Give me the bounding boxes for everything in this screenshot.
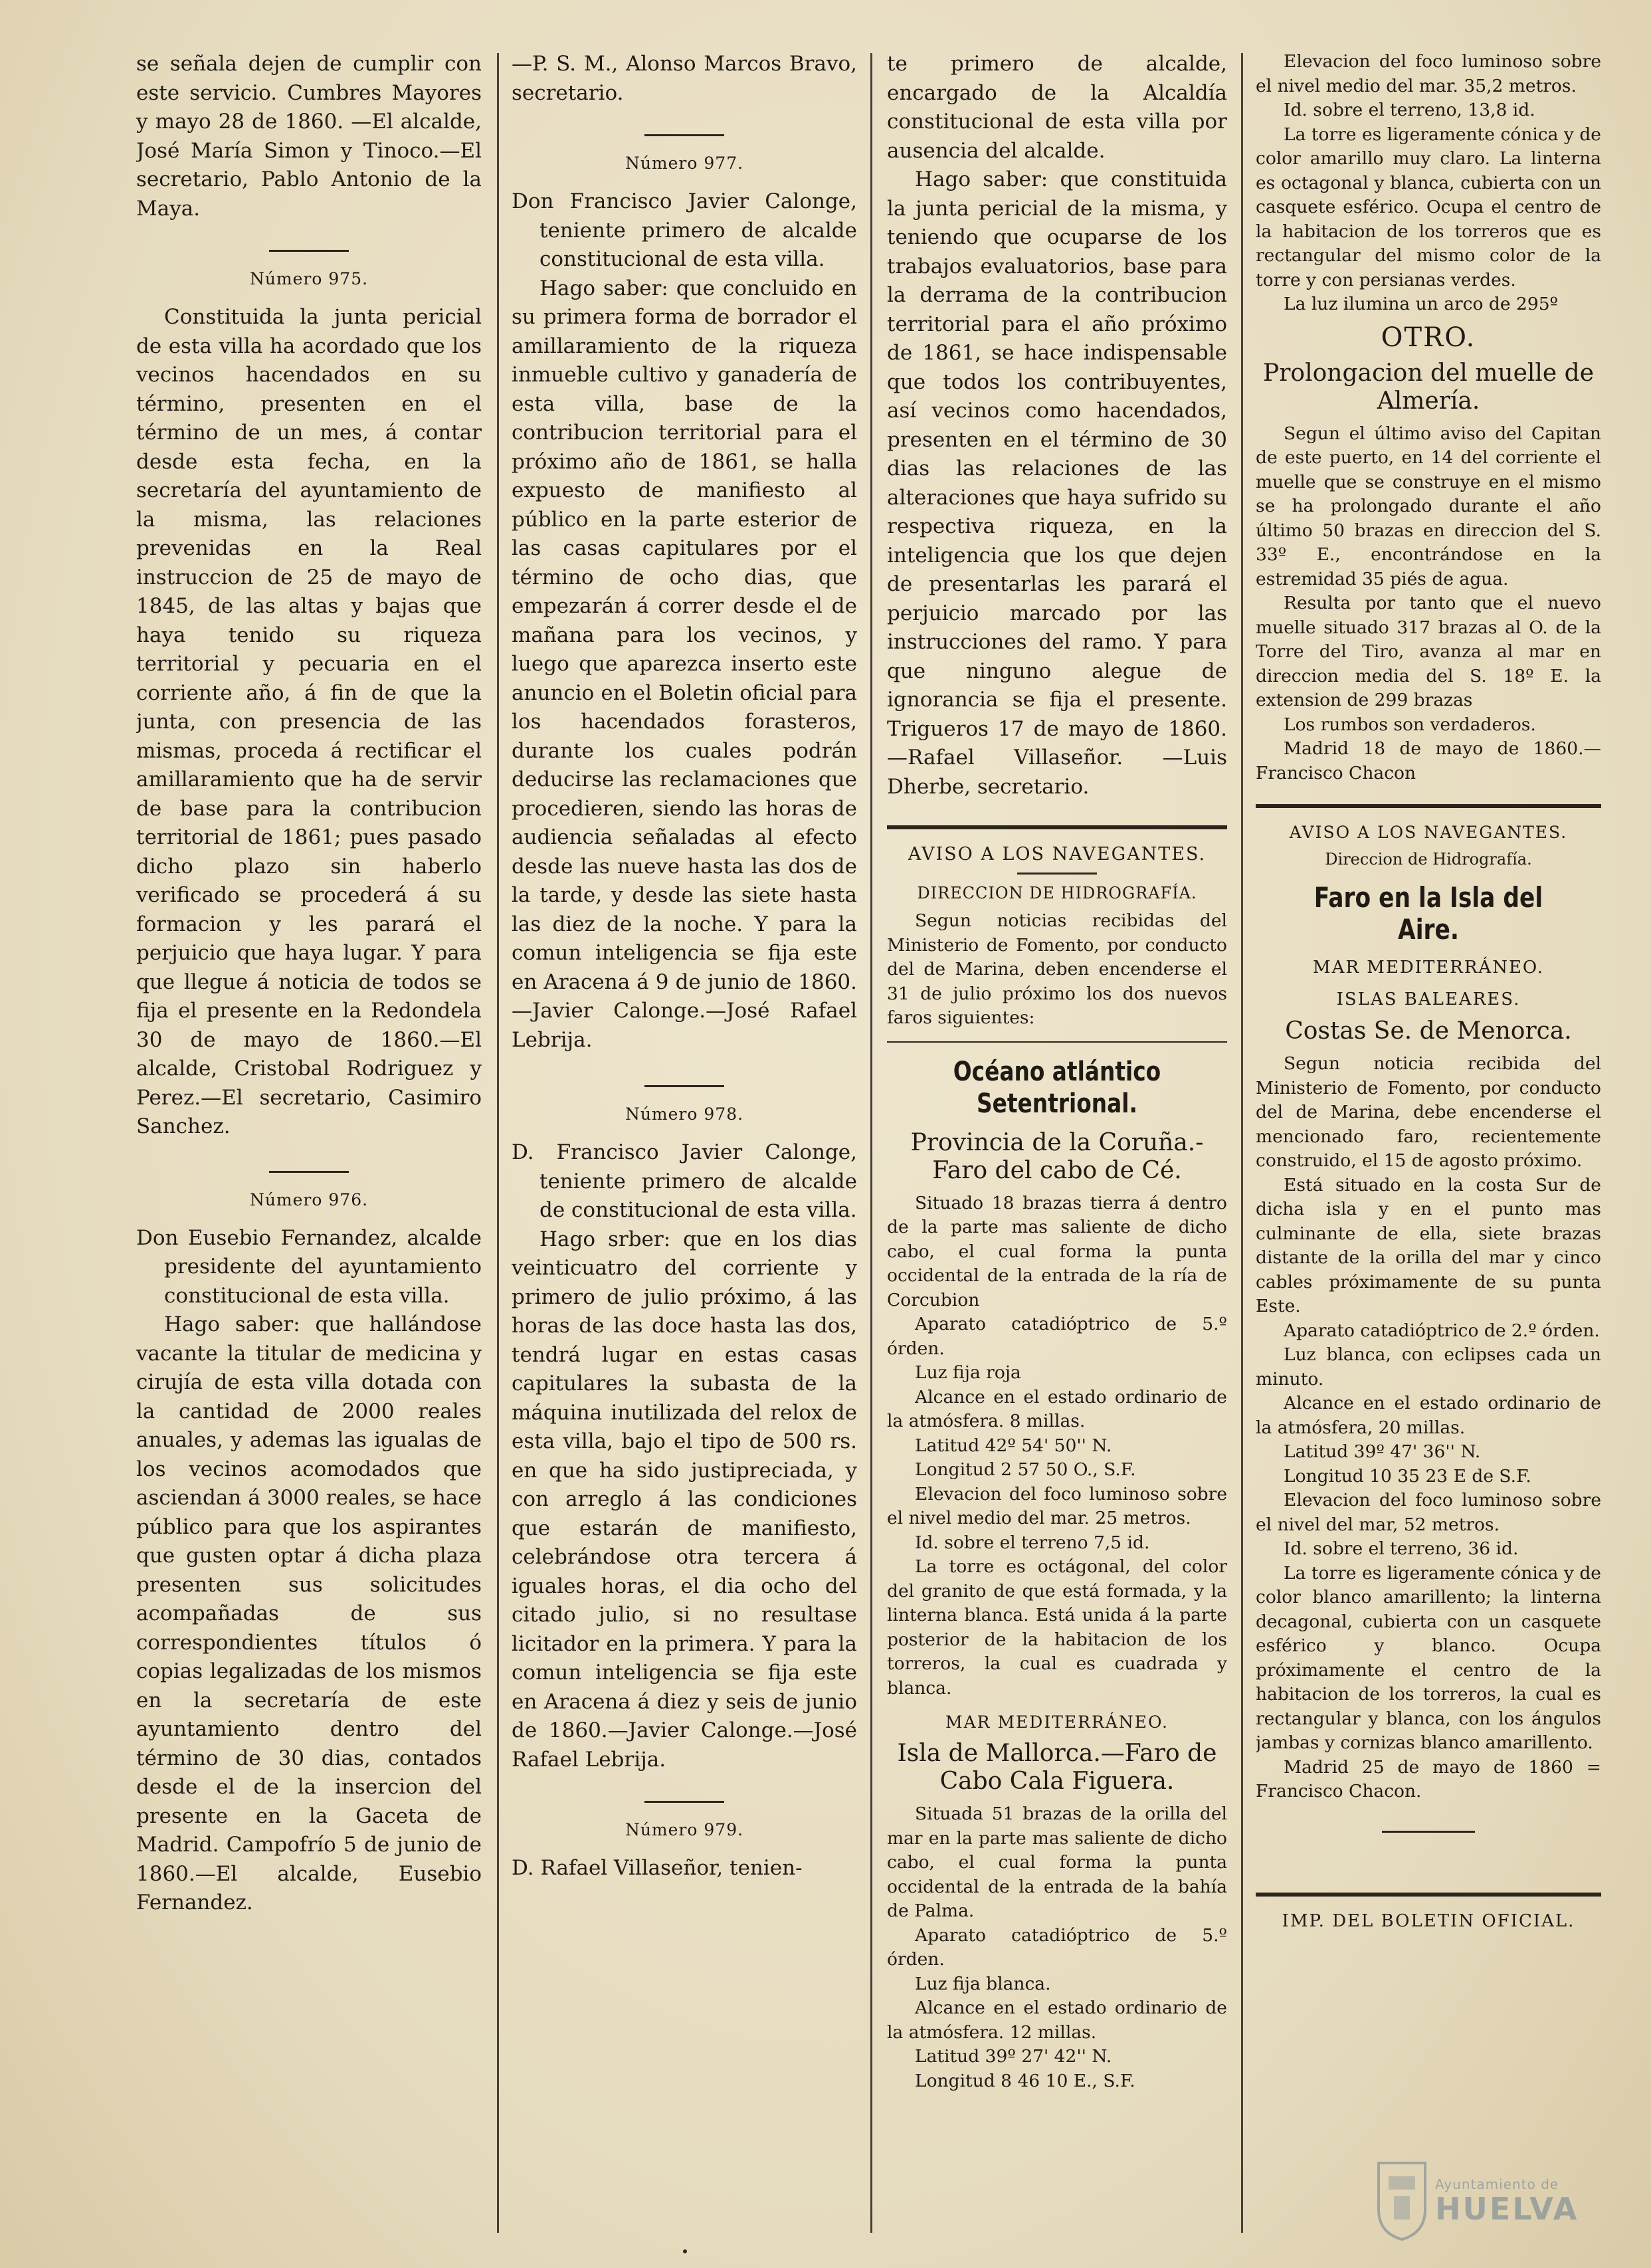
paragraph: Hago saber: que hallándose vacante la titular de medicina y cirujía de esta villa dotada con la cantidad de 2000 reales anuales, y ademas las igualas de los vecinos acomodados que asciendan á 3000 reales, se hace público para que los aspirantes que gusten optar á dicha plaza presenten sus solicitudes acompañadas de sus correspondientes títulos ó copias legalizadas de los mismos en la secretaría de este ayuntamiento dentro del término de 30 dias, contados desde el de la insercion del presente en la Gaceta de Madrid. Campofrío 5 de junio de 1860.—El alcalde, Eusebio Fernandez. bbox=[136, 1312, 482, 1914]
paragraph: Latitud 39º 47' 36'' N. bbox=[1284, 1441, 1481, 1462]
paragraph: Situada 51 brazas de la orilla del mar en la parte mas saliente de dicho cabo, el cual forma la punta occidental de la entrada de la bahía de Palma. bbox=[887, 1804, 1227, 1921]
paragraph: Id. sobre el terreno, 13,8 id. bbox=[1284, 100, 1535, 120]
notice-number: Número 979. bbox=[625, 1820, 744, 1839]
separator bbox=[1017, 873, 1097, 875]
lighthouse-heading: Isla de Mallorca.—Faro de Cabo Cala Figuera. bbox=[897, 1740, 1217, 1795]
paragraph: Madrid 25 de mayo de 1860 = Francisco Chacon. bbox=[1256, 1756, 1601, 1802]
column-3 bbox=[887, 50, 1227, 2243]
paragraph: Situado 18 brazas tierra á dentro de la parte mas saliente de dicho cabo, el cual forma la punta occidental de la entrada de la ría de Corcubion bbox=[887, 1192, 1227, 1310]
paragraph: Luz blanca, con eclipses cada un minuto. bbox=[1256, 1344, 1601, 1390]
paragraph: Elevacion del foco luminoso sobre el nivel medio del mar. 35,2 metros. bbox=[1256, 51, 1601, 96]
paragraph: Alcance en el estado ordinario de la atmósfera. 8 millas. bbox=[887, 1386, 1227, 1431]
watermark-line2: HUELVA bbox=[1435, 2191, 1579, 2227]
paragraph: Longitud 10 35 23 E de S.F. bbox=[1284, 1465, 1531, 1487]
separator bbox=[644, 1085, 724, 1087]
column-2 bbox=[512, 50, 857, 2243]
paragraph: Luz fija blanca. bbox=[915, 1973, 1051, 1994]
watermark-line1: Ayuntamiento de bbox=[1435, 2176, 1559, 2192]
column-rule bbox=[497, 53, 499, 2233]
paragraph: Los rumbos son verdaderos. bbox=[1284, 714, 1536, 735]
lighthouse-heading: Provincia de la Coruña.-Faro del cabo de Cé. bbox=[910, 1128, 1204, 1184]
paragraph: Aparato catadióptrico de 5.º órden. bbox=[887, 1314, 1227, 1359]
paragraph: Id. sobre el terreno, 36 id. bbox=[1284, 1538, 1519, 1559]
paragraph: Longitud 8 46 10 E., S.F. bbox=[915, 2070, 1135, 2091]
page-dot bbox=[683, 2249, 687, 2253]
paragraph: Longitud 2 57 50 O., S.F. bbox=[915, 1459, 1136, 1480]
shield-icon bbox=[1375, 2156, 1428, 2243]
sea-heading: MAR MEDITERRÁNEO. bbox=[945, 1712, 1169, 1732]
paragraph: Hago saber: que concluido en su primera forma de borrador el amillaramiento de la riqueza inmueble cultivo y ganadería de esta villa, base de la contribucion territorial para el próximo año de 1861, se halla expuesto de manifiesto al público en la parte esterior de las casas capitulares por el término de ocho dias, que empezarán á correr desde el de mañana para los vecinos, y luego que aparezca inserto este anuncio en el Boletin oficial para los hacendados forasteros, durante los cuales podrán deducirse las reclamaciones que procedieren, siendo las horas de audiencia señaladas al efecto desde las nueve hasta las dos de la tarde, y desde las siete hasta las diez de la noche. Y para la comun inteligencia se fija este en Aracena á 9 de junio de 1860.—Javier Calonge.—José Rafael Lebrija. bbox=[512, 276, 857, 1052]
separator bbox=[269, 250, 349, 252]
column-rule bbox=[870, 53, 872, 2233]
separator bbox=[1382, 1831, 1475, 1833]
paragraph: Segun noticias recibidas del Ministerio de Fomento, por conducto del de Marina, deben encenderse el 31 de julio próximo los dos nuevos faros siguientes: bbox=[887, 910, 1227, 1028]
paragraph: Don Eusebio Fernandez, alcalde presidente del ayuntamiento constitucional de esta villa. bbox=[136, 1225, 482, 1308]
paragraph: La torre es ligeramente cónica y de color blanco amarillento; la linterna decagonal, cubierta con un casquete esférico y blanco. Ocupa próximamente el centro de la habitacion de los torreros, la cual es rectangular y blanca, con los ángulos jambas y cornizas blanco amarillento. bbox=[1256, 1562, 1601, 1753]
paragraph: Hago srber: que en los dias veinticuatro del corriente y primero de julio próximo, á las horas de las doce hasta las dos, tendrá lugar en estas casas capitulares la subasta de la máquina inutilizada del relox de esta villa, bajo el tipo de 500 rs. en que ha sido justipreciada, y con arreglo á las condiciones que estarán de manifiesto, celebrándose otra tercera á iguales horas, el dia ocho del citado julio, si no resultase licitador en la primera. Y para la comun inteligencia se fija este en Aracena á diez y seis de junio de 1860.—Javier Calonge.—José Rafael Lebrija. bbox=[512, 1227, 857, 1772]
section-rule bbox=[887, 825, 1227, 829]
section-heading: OTRO. bbox=[1381, 322, 1476, 353]
paragraph: Alcance en el estado ordinario de la atmósfera, 20 millas. bbox=[1256, 1393, 1601, 1438]
watermark-logo bbox=[1375, 2156, 1588, 2256]
column-4 bbox=[1256, 50, 1601, 2243]
paragraph: Luz fija roja bbox=[915, 1362, 1021, 1383]
separator bbox=[269, 1171, 349, 1173]
paragraph: Aparato catadióptrico de 2.º órden. bbox=[1284, 1320, 1600, 1341]
notice-number: Número 978. bbox=[625, 1104, 744, 1124]
section-rule bbox=[1256, 804, 1601, 808]
notice-number: Número 977. bbox=[625, 154, 744, 173]
separator bbox=[644, 1801, 724, 1803]
paragraph: —P. S. M., Alonso Marcos Bravo, secretario. bbox=[512, 52, 857, 105]
paragraph: Elevacion del foco luminoso sobre el nivel medio del mar. 25 metros. bbox=[887, 1483, 1227, 1528]
islands-heading: ISLAS BALEARES. bbox=[1336, 989, 1521, 1009]
paragraph: Aparato catadióptrico de 5.º órden. bbox=[887, 1924, 1227, 1970]
paragraph: Madrid 18 de mayo de 1860.— Francisco Chacon bbox=[1256, 738, 1601, 783]
paragraph: D. Rafael Villaseñor, tenien- bbox=[512, 1856, 803, 1880]
notice-number: Número 976. bbox=[249, 1189, 369, 1209]
paragraph: Constituida la junta pericial de esta villa ha acordado que los vecinos hacendados en su término, presenten en el término de un mes, á contar desde esta fecha, en la secretaría del ayuntamiento de la misma, las relaciones prevenidas en la Real instruccion de 25 de mayo de 1845, de las altas y bajas que haya tenido su riqueza territorial y pecuaria en el corriente año, á fin de que la junta, con presencia de las mismas, proceda á rectificar el amillaramiento que ha de servir de base para la contribucion territorial de 1861; pues pasado dicho plazo sin haberlo verificado se procederá á su formacion y les parará el perjuicio que haya lugar. Y para que llegue á noticia de todos se fija el presente en la Redondela 30 de mayo de 1860.—El alcalde, Cristobal Rodriguez y Perez.—El secretario, Casimiro Sanchez. bbox=[136, 305, 482, 1138]
separator bbox=[644, 134, 724, 136]
paragraph: La torre es ligeramente cónica y de color amarillo muy claro. La linterna es octagonal y blanca, cubierta con un casquete esférico. Ocupa el centro de la habitacion de los torreros que es rectangular del mismo color de la torre y con persianas verdes. bbox=[1256, 124, 1601, 290]
paragraph: Alcance en el estado ordinario de la atmósfera. 12 millas. bbox=[887, 1998, 1227, 2043]
paragraph: Latitud 42º 54' 50'' N. bbox=[915, 1435, 1112, 1456]
section-heading: AVISO A LOS NAVEGANTES. bbox=[908, 844, 1207, 865]
paragraph: Elevacion del foco luminoso sobre el nivel del mar, 52 metros. bbox=[1256, 1490, 1601, 1535]
section-subheading: DIRECCION DE HIDROGRAFÍA. bbox=[917, 884, 1197, 902]
paragraph: Segun el último aviso del Capitan de este puerto, en 14 del corriente el muelle que se construye en el mismo se ha prolongado durante el año último 50 brazas en direccion del S. 33º E., encontrándose en la estremidad 35 piés de agua. bbox=[1256, 423, 1601, 589]
paragraph: La torre es octágonal, del color del granito de que está formada, y la linterna blanca. Está unida á la parte posterior de la habitacion de los torreros, la cual es cuadrada y blanca. bbox=[887, 1556, 1227, 1699]
paragraph: D. Francisco Javier Calonge, teniente primero de alcalde de constitucional de esta villa. bbox=[512, 1140, 857, 1222]
paragraph: La luz ilumina un arco de 295º bbox=[1284, 294, 1559, 314]
printer-imprint: IMP. DEL BOLETIN OFICIAL. bbox=[1282, 1910, 1575, 1931]
paragraph: Segun noticia recibida del Ministerio de Fomento, por conducto del de Marina, debe encenderse el mencionado faro, recientemente construido, el 15 de agosto próximo. bbox=[1256, 1053, 1601, 1171]
section-heading: AVISO A LOS NAVEGANTES. bbox=[1289, 823, 1568, 842]
lighthouse-heading: Faro en la Isla del Aire. bbox=[1313, 881, 1543, 946]
paragraph: te primero de alcalde, encargado de la Alcaldía constitucional de esta villa por ausencia del alcalde. bbox=[887, 52, 1227, 163]
paragraph: Resulta por tanto que el nuevo muelle situado 317 brazas al O. de la Torre del Tiro, avanza al mar en direccion media del S. 18º E. la extension de 299 brazas bbox=[1256, 593, 1601, 710]
column-rule bbox=[1241, 53, 1243, 2233]
sea-heading: MAR MEDITERRÁNEO. bbox=[1313, 958, 1544, 978]
paragraph: Está situado en la costa Sur de dicha isla y en el punto mas culminante de ella, siete brazas distante de la orilla del mar y cinco cables próximamente de su punta Este. bbox=[1256, 1174, 1601, 1316]
section-heading: Prolongacion del muelle de Almería. bbox=[1262, 359, 1595, 415]
coast-heading: Costas Se. de Menorca. bbox=[1285, 1017, 1572, 1045]
column-1 bbox=[136, 50, 482, 2243]
paragraph: Don Francisco Javier Calonge, teniente primero de alcalde constitucional de esta villa. bbox=[512, 189, 857, 271]
section-rule bbox=[1256, 1893, 1601, 1897]
paragraph: Hago saber: que constituida la junta pericial de la misma, y teniendo que ocuparse de los trabajos evaluatorios, base para la derrama de la contribucion territorial para el año próximo de 1861, se hace indispensable que todos los contribuyentes, así vecinos como hacendados, presenten en el término de 30 dias las relaciones de las alteraciones que haya sufrido su respectiva riqueza, en la inteligencia que los que dejen de presentarlas les parará el perjuicio marcado por las instrucciones del ramo. Y para que ninguno alegue de ignorancia se fija el presente. Trigueros 17 de mayo de 1860.—Rafael Villaseñor. —Luis Dherbe, secretario. bbox=[887, 167, 1227, 799]
section-subheading: Direccion de Hidrografía. bbox=[1325, 850, 1532, 869]
paragraph: Latitud 39º 27' 42'' N. bbox=[915, 2046, 1112, 2067]
paragraph: se señala dejen de cumplir con este servicio. Cumbres Mayores y mayo 28 de 1860. —El alcalde, José María Simon y Tinoco.—El secretario, Pablo Antonio de la Maya. bbox=[136, 52, 482, 221]
notice-number: Número 975. bbox=[249, 269, 369, 288]
region-heading: Océano atlántico Setentrional. bbox=[953, 1056, 1161, 1119]
paragraph: Id. sobre el terreno 7,5 id. bbox=[915, 1532, 1150, 1553]
section-rule bbox=[887, 1041, 1227, 1043]
